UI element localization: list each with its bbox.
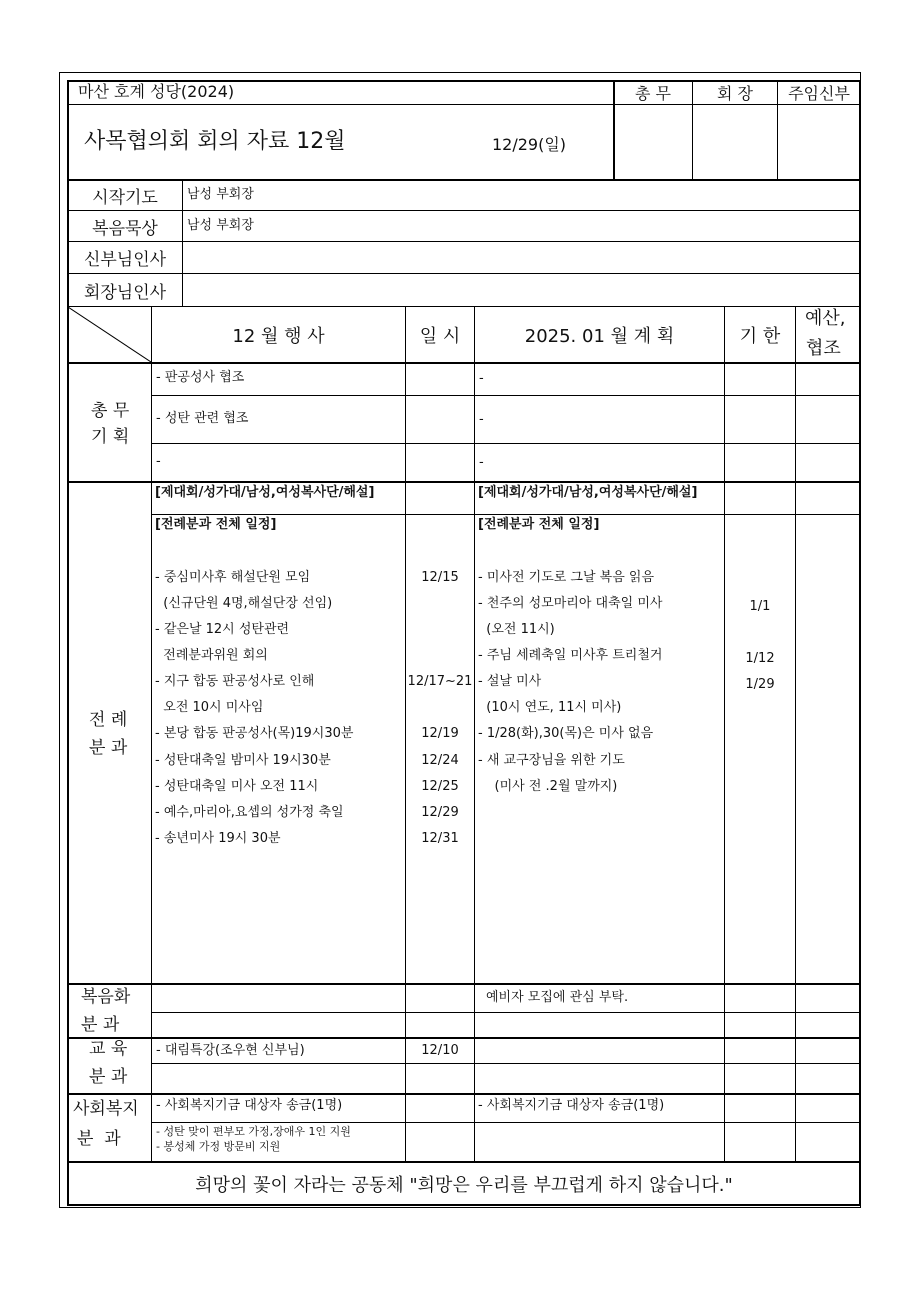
approval-president: 회 장	[717, 84, 753, 103]
liturgy-plan-deadline: 1/12	[745, 650, 775, 666]
header-diagonal	[68, 307, 151, 362]
intro-label-president-greeting: 회장님인사	[83, 282, 167, 303]
general-event-1: - 판공성사 협조	[156, 370, 245, 385]
intro-label-opening-prayer: 시작기도	[92, 188, 158, 208]
liturgy-plan-line: - 새 교구장님을 위한 기도	[478, 753, 625, 768]
section-liturgy-label-2: 분 과	[89, 738, 128, 758]
liturgy-event-line: - 중심미사후 해설단원 모임	[155, 570, 311, 585]
liturgy-event-line: - 본당 합동 판공성사(목)19시30분	[155, 726, 354, 741]
liturgy-event-date: 12/15	[421, 569, 459, 585]
section-evangelization-label-1: 복음화	[81, 987, 131, 1007]
general-event-3: -	[156, 454, 161, 469]
liturgy-plan-line: (미사 전 .2월 말까지)	[478, 779, 618, 794]
liturgy-event-line: - 지구 합동 판공성사로 인해	[155, 674, 315, 689]
col-header-budget-line1: 예산,	[805, 308, 846, 329]
education-event-1: - 대림특강(조우현 신부님)	[156, 1043, 305, 1058]
liturgy-plan-line: - 주님 세례축일 미사후 트리철거	[478, 648, 663, 663]
general-plan-2: -	[479, 412, 484, 427]
liturgy-subhead-events: [전례분과 전체 일정]	[155, 517, 277, 532]
liturgy-event-line: - 성탄대축일 밤미사 19시30분	[155, 753, 331, 768]
liturgy-event-date: 12/25	[421, 778, 459, 794]
liturgy-plan-line: - 설날 미사	[478, 674, 542, 689]
col-header-events: 12 월 행 사	[232, 325, 325, 347]
liturgy-event-line: - 예수,마리아,요셉의 성가정 축일	[155, 805, 344, 820]
general-plan-3: -	[479, 455, 484, 470]
liturgy-event-date: 12/31	[421, 830, 459, 846]
liturgy-plan-deadline: 1/1	[749, 598, 771, 614]
liturgy-event-line: 전례분과위원 회의	[155, 648, 268, 663]
welfare-plan-1: - 사회복지기금 대상자 송금(1명)	[478, 1098, 665, 1113]
liturgy-event-date: 12/17~21	[407, 673, 473, 689]
col-header-plan: 2025. 01 월 계 획	[524, 325, 675, 347]
footer-motto: 희망의 꽃이 자라는 공동체 "희망은 우리를 부끄럽게 하지 않습니다."	[195, 1174, 733, 1196]
section-evangelization-label-2: 분 과	[81, 1015, 120, 1035]
section-welfare-label-1: 사회복지	[73, 1099, 139, 1119]
intro-label-priest-greeting: 신부님인사	[83, 250, 167, 270]
education-event-date-1: 12/10	[421, 1042, 459, 1058]
liturgy-plan-line: - 천주의 성모마리아 대축일 미사	[478, 596, 663, 611]
section-education-label-1: 교 육	[89, 1039, 128, 1059]
section-general-label-1: 총 무	[91, 401, 130, 421]
liturgy-event-date: 12/29	[421, 804, 459, 820]
liturgy-event-line: 오전 10시 미사임	[155, 700, 264, 715]
liturgy-event-date: 12/24	[421, 752, 459, 768]
liturgy-event-line: - 성탄대축일 미사 오전 11시	[155, 779, 319, 794]
section-welfare-label-2: 분 과	[77, 1129, 121, 1149]
intro-value-opening-prayer: 남성 부회장	[187, 187, 254, 202]
liturgy-event-line: - 같은날 12시 성탄관련	[155, 622, 290, 637]
liturgy-group-events: [제대회/성가대/남성,여성복사단/해설]	[155, 485, 375, 500]
liturgy-plan-line: - 1/28(화),30(목)은 미사 없음	[478, 726, 654, 741]
evangelization-plan-1: 예비자 모집에 관심 부탁.	[486, 990, 629, 1005]
general-plan-1: -	[479, 371, 484, 386]
liturgy-plan-deadline: 1/29	[745, 676, 775, 692]
liturgy-event-line: - 송년미사 19시 30분	[155, 831, 281, 846]
parish-name: 마산 호계 성당(2024)	[78, 82, 235, 101]
general-event-2: - 성탄 관련 협조	[156, 411, 249, 426]
approval-general: 총 무	[635, 84, 671, 103]
liturgy-event-date: 12/19	[421, 725, 459, 741]
col-header-datetime: 일 시	[419, 325, 461, 347]
intro-value-gospel-meditation: 남성 부회장	[187, 218, 254, 233]
meeting-date: 12/29(일)	[492, 135, 567, 154]
page-title: 사목협의회 회의 자료 12월	[84, 129, 346, 154]
liturgy-subhead-plans: [전례분과 전체 일정]	[478, 517, 600, 532]
liturgy-plan-line: - 미사전 기도로 그날 복음 읽음	[478, 570, 655, 585]
section-liturgy-label-1: 전 례	[89, 710, 128, 730]
welfare-event-1: - 사회복지기금 대상자 송금(1명)	[156, 1098, 343, 1113]
liturgy-plan-line: (오전 11시)	[478, 622, 555, 637]
intro-label-gospel-meditation: 복음묵상	[92, 218, 158, 239]
welfare-event-2b: - 봉성체 가정 방문비 지원	[156, 1140, 281, 1153]
col-header-deadline: 기 한	[739, 325, 781, 347]
section-general-label-2: 기 획	[91, 427, 130, 447]
section-education-label-2: 분 과	[89, 1067, 128, 1087]
welfare-event-2a: - 성탄 맞이 편부모 가정,장애우 1인 지원	[156, 1125, 351, 1138]
liturgy-event-line: (신규단원 4명,해설단장 선임)	[155, 596, 333, 611]
liturgy-plan-line: (10시 연도, 11시 미사)	[478, 700, 622, 715]
approval-pastor: 주임신부	[788, 84, 850, 103]
col-header-budget-line2: 협조	[806, 338, 841, 359]
liturgy-group-plans: [제대회/성가대/남성,여성복사단/해설]	[478, 485, 698, 500]
